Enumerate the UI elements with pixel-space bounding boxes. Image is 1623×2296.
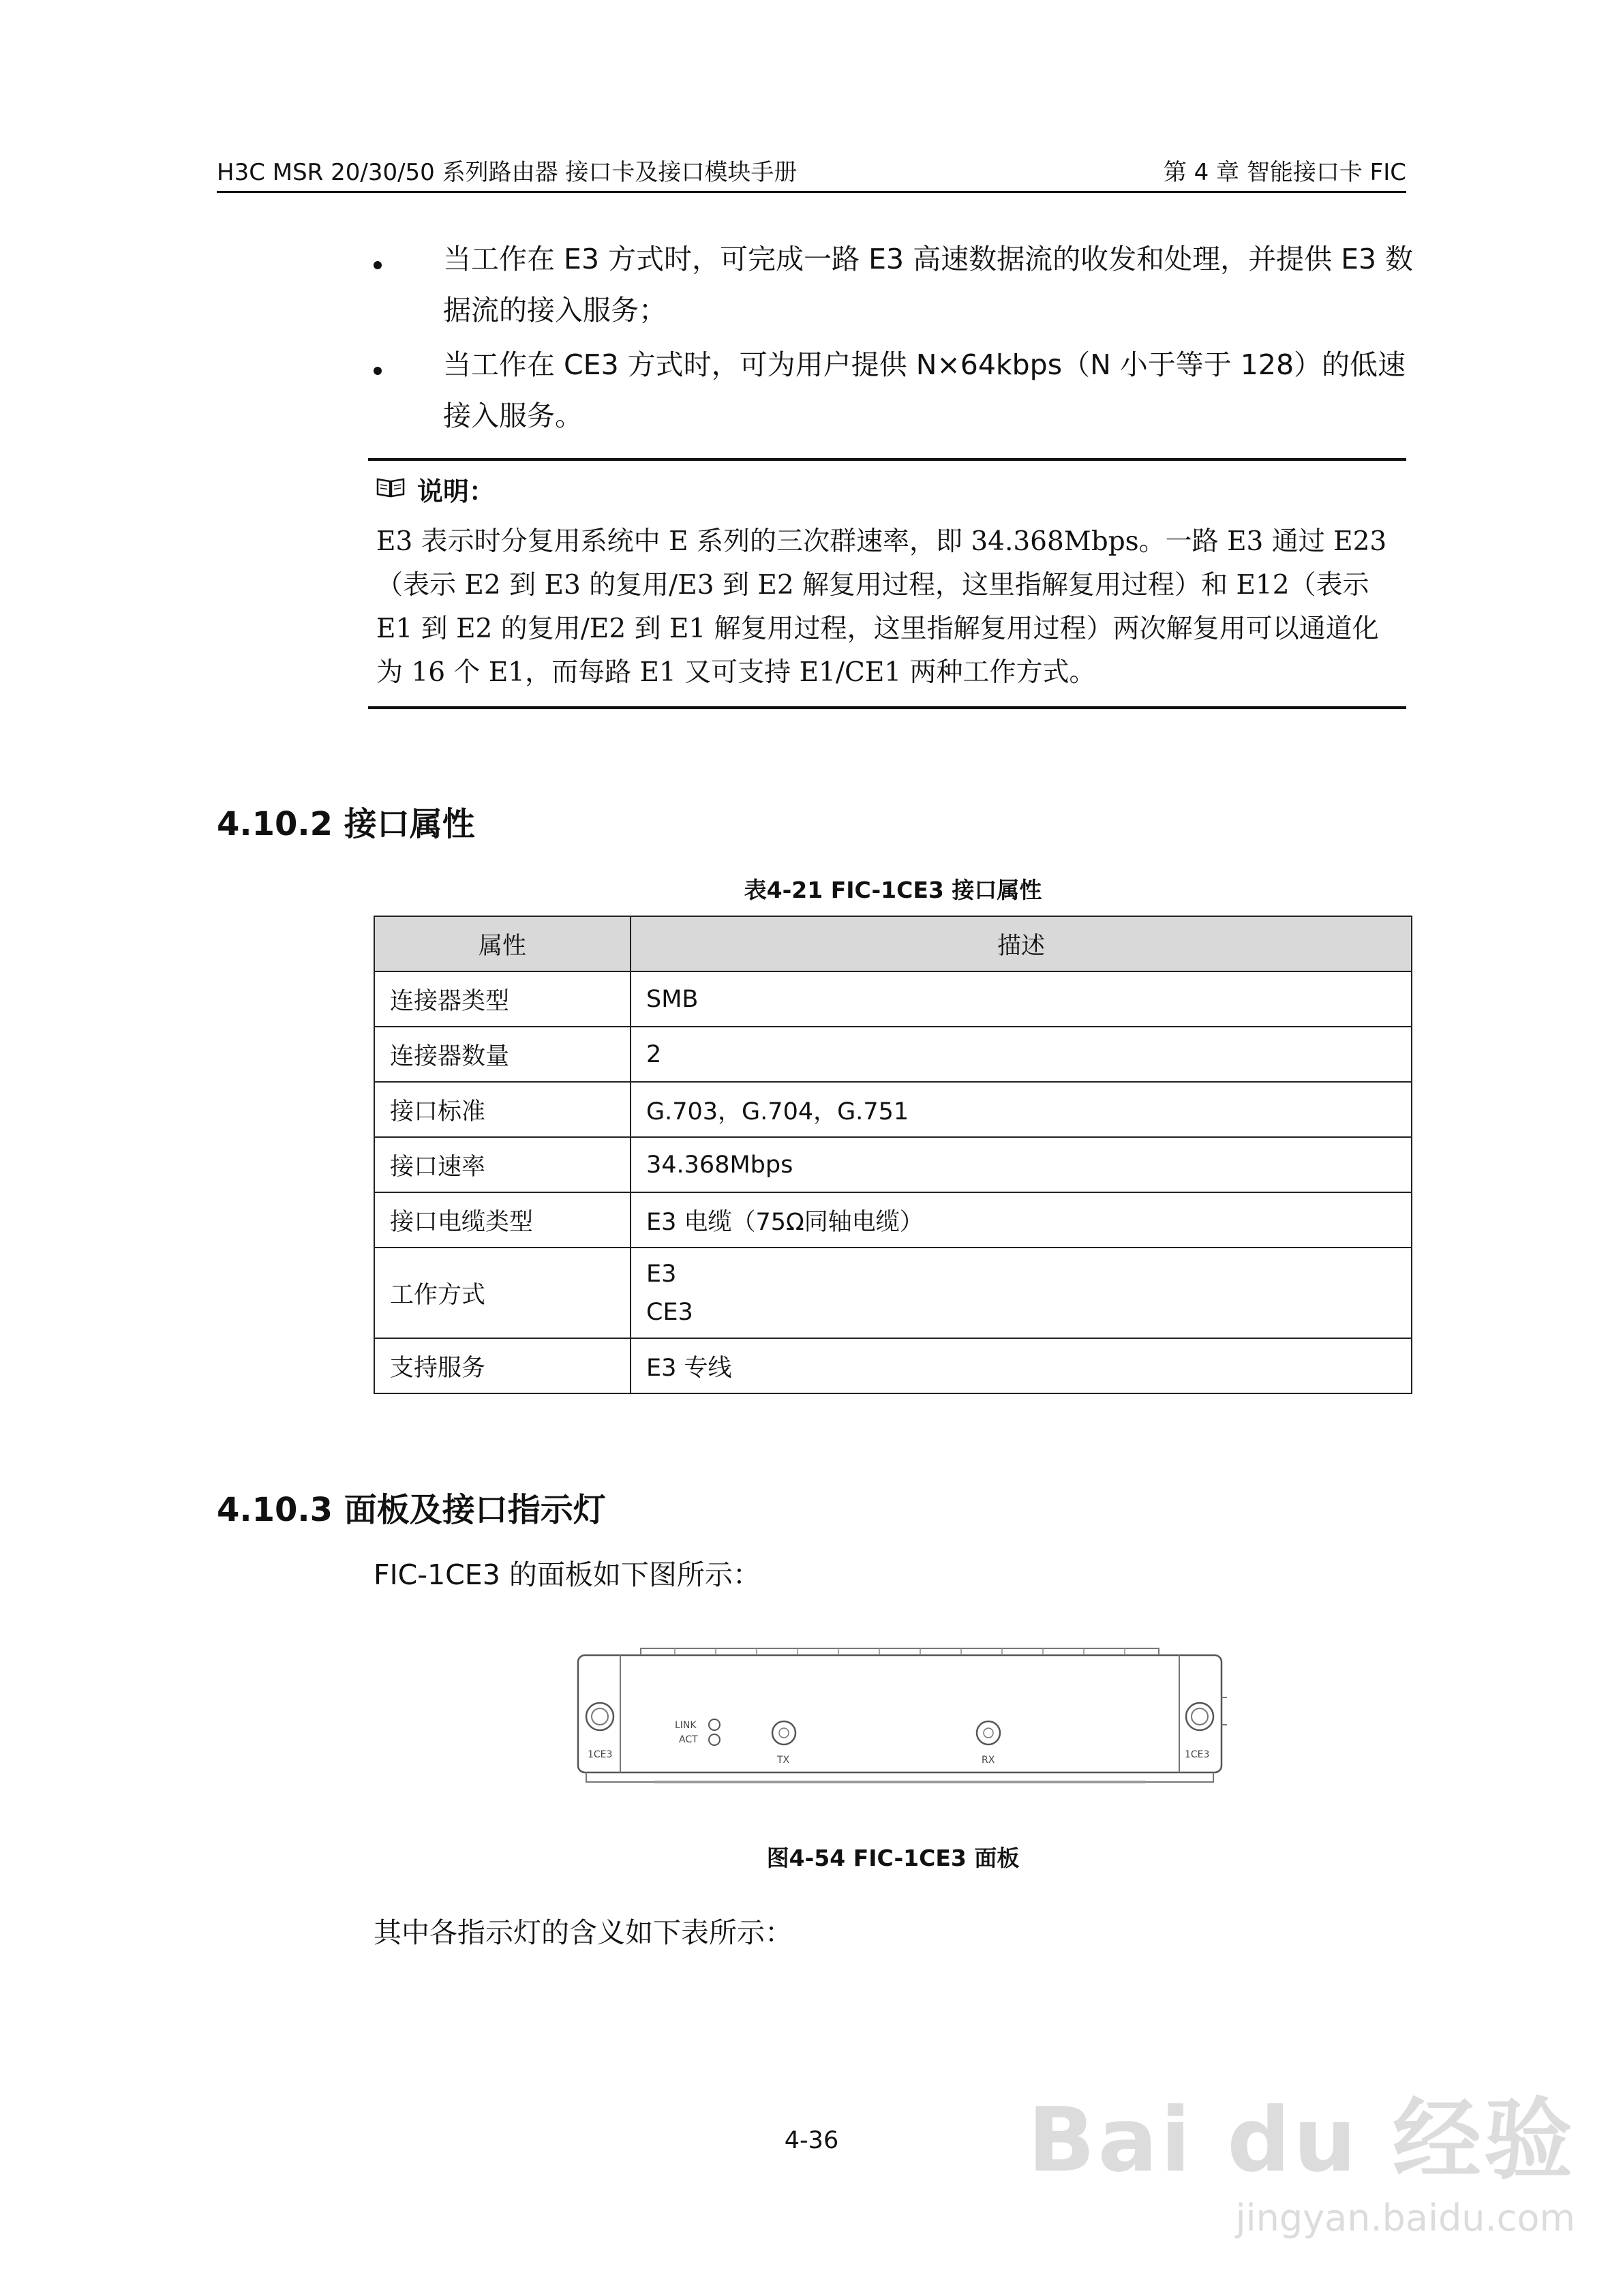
attr-desc: E3 专线 — [631, 1338, 1412, 1393]
attr-name: 接口电缆类型 — [374, 1192, 631, 1248]
note-line-3: E1 到 E2 的复用/E2 到 E1 解复用过程，这里指解复用过程）两次解复用可以通道化 — [376, 614, 1379, 644]
attr-desc: G.703，G.704，G.751 — [631, 1082, 1412, 1137]
attr-desc — [631, 1248, 1412, 1338]
right-model-label: 1CE3 — [1185, 1749, 1210, 1760]
attr-name: 工作方式 — [374, 1248, 631, 1338]
table-row — [374, 971, 1412, 1027]
section-title-panel-indicators: 4.10.3 面板及接口指示灯 — [217, 1491, 606, 1529]
act-led-icon — [709, 1734, 720, 1745]
note-line-4: 为 16 个 E1，而每路 E1 又可支持 E1/CE1 两种工作方式。 — [376, 657, 1096, 688]
attr-name: 连接器类型 — [374, 971, 631, 1027]
link-led-icon — [709, 1719, 720, 1730]
watermark-brand: Bai du 经验 — [1027, 2088, 1575, 2192]
book-icon — [376, 474, 405, 504]
note-bottom-rule — [368, 706, 1406, 709]
panel-outro: 其中各指示灯的含义如下表所示： — [374, 1916, 793, 1949]
note-top-rule — [368, 458, 1406, 461]
tx-connector-icon — [772, 1721, 795, 1744]
bullet-2-line-1: 当工作在 CE3 方式时，可为用户提供 N×64kbps（N 小于等于 128）的低速 — [443, 348, 1406, 381]
attr-desc: 34.368Mbps — [631, 1137, 1412, 1192]
note-line-2: （表示 E2 到 E3 的复用/E3 到 E2 解复用过程，这里指解复用过程）和 E12（表示 — [376, 570, 1369, 601]
table-row — [374, 1027, 1412, 1082]
rx-connector-icon — [977, 1721, 1000, 1744]
fic-1ce3-panel-figure — [573, 1636, 1227, 1800]
table-header-row — [374, 916, 1412, 971]
header-chapter-title: 第 4 章 智能接口卡 FIC — [1163, 159, 1406, 186]
section-title-interface-attributes: 4.10.2 接口属性 — [217, 805, 475, 843]
attr-desc-line: CE3 — [646, 1298, 693, 1326]
rx-label: RX — [982, 1755, 995, 1766]
page-number: 4-36 — [784, 2127, 839, 2154]
table-row — [374, 1338, 1412, 1393]
baidu-jingyan-watermark — [1028, 2069, 1576, 2239]
table-row — [374, 1192, 1412, 1248]
table-row — [374, 1137, 1412, 1192]
note-heading — [376, 470, 495, 508]
tx-label: TX — [777, 1755, 790, 1766]
attr-name: 接口速率 — [374, 1137, 631, 1192]
left-model-label: 1CE3 — [588, 1749, 613, 1760]
attr-name: 支持服务 — [374, 1338, 631, 1393]
bullet-1-line-1: 当工作在 E3 方式时，可完成一路 E3 高速数据流的收发和处理，并提供 E3 数 — [443, 243, 1414, 275]
bullet-1-dot — [374, 261, 382, 269]
attr-desc-line: E3 — [646, 1260, 677, 1288]
attr-desc: 2 — [631, 1027, 1412, 1082]
bullet-1-line-2: 据流的接入服务； — [443, 294, 667, 327]
link-led-label: LINK — [675, 1720, 697, 1731]
header-divider — [217, 191, 1406, 193]
table-row — [374, 1248, 1412, 1338]
attr-desc: SMB — [631, 971, 1412, 1027]
header-manual-title: H3C MSR 20/30/50 系列路由器 接口卡及接口模块手册 — [217, 159, 798, 186]
header-attribute: 属性 — [374, 916, 631, 971]
bullet-2-dot — [374, 367, 382, 375]
attr-desc: E3 电缆（75Ω同轴电缆） — [631, 1192, 1412, 1248]
panel-intro: FIC-1CE3 的面板如下图所示： — [374, 1558, 761, 1591]
figure-caption: 图4-54 FIC-1CE3 面板 — [766, 1845, 1020, 1871]
bullet-2-line-2: 接入服务。 — [443, 399, 583, 432]
act-led-label: ACT — [679, 1734, 698, 1745]
note-line-1: E3 表示时分复用系统中 E 系列的三次群速率，即 34.368Mbps。一路 E3 通过 E23 — [376, 526, 1387, 557]
right-screw-icon — [1186, 1703, 1213, 1730]
left-screw-icon — [586, 1703, 613, 1730]
attr-name: 接口标准 — [374, 1082, 631, 1137]
table-caption: 表4-21 FIC-1CE3 接口属性 — [744, 877, 1042, 903]
note-title: 说明： — [417, 477, 496, 507]
interface-attributes-table — [374, 916, 1412, 1394]
table-row — [374, 1082, 1412, 1137]
watermark-url: jingyan.baidu.com — [1235, 2196, 1575, 2239]
attr-name: 连接器数量 — [374, 1027, 631, 1082]
header-description: 描述 — [631, 916, 1412, 971]
